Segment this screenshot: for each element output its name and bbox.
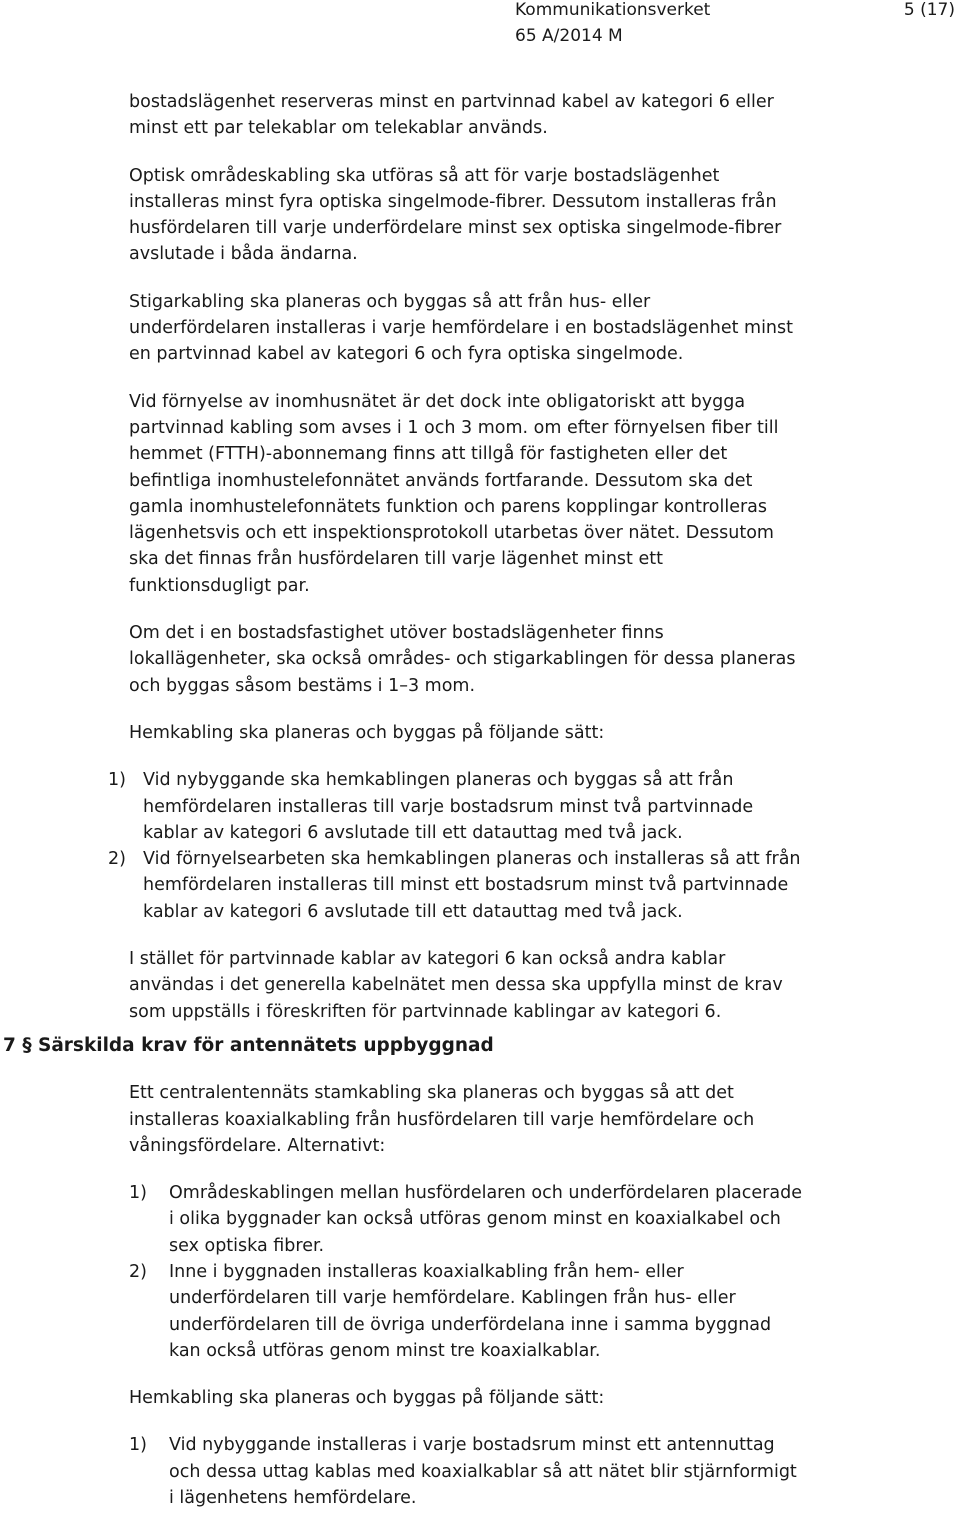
- section-heading: 7 § Särskilda krav för antennätets uppbyggnad: [3, 1034, 494, 1056]
- text-line: i lägenhetens hemfördelare.: [169, 1488, 417, 1509]
- list-number: 1): [129, 1435, 147, 1456]
- paragraph-8: [0, 1080, 960, 1159]
- list-number: 2): [108, 849, 126, 870]
- text-line: underfördelaren till de övriga underfördelana inne i samma byggnad: [169, 1314, 772, 1335]
- text-line: Vid nybyggande installeras i varje bostadsrum minst ett antennuttag: [169, 1435, 775, 1456]
- text-line: Vid förnyelse av inomhusnätet är det dock inte obligatoriskt att bygga: [129, 391, 746, 412]
- text-line: befintliga inomhustelefonnätet används fortfarande. Dessutom ska det: [129, 470, 753, 491]
- text-line: kan också utföras genom minst tre koaxialkablar.: [169, 1340, 601, 1361]
- text-line: våningsfördelare. Alternativt:: [129, 1135, 386, 1156]
- text-line: ska det finnas från husfördelaren till varje lägenhet minst ett: [129, 549, 663, 570]
- paragraph-1: [0, 89, 960, 142]
- list-item: [0, 1432, 960, 1511]
- document-id: 65 A/2014 M: [515, 26, 623, 46]
- text-line: installeras koaxialkabling från husfördelaren till varje hemfördelare och: [129, 1109, 755, 1130]
- text-line: hemmet (FTTH)-abonnemang finns att tillgå för fastigheten eller det: [129, 444, 728, 465]
- text-line: gamla inomhustelefonnätets funktion och parens kopplingar kontrolleras: [129, 496, 768, 517]
- text-line: lägenhetsvis och ett inspektionsprotokoll utarbetas över nätet. Dessutom: [129, 523, 774, 544]
- list-item: [0, 1259, 960, 1364]
- home-cabling-list: [0, 767, 960, 925]
- text-line: avslutade i båda ändarna.: [129, 244, 358, 265]
- paragraph-4: [0, 389, 960, 599]
- list-item: [0, 767, 960, 846]
- document-body: [0, 89, 960, 1511]
- paragraph-2: [0, 163, 960, 268]
- paragraph-7: [0, 946, 960, 1025]
- page-number: 5 (17): [903, 0, 955, 20]
- page-header: [515, 0, 955, 49]
- list-number: 2): [129, 1261, 147, 1282]
- text-line: bostadslägenhet reserveras minst en partvinnad kabel av kategori 6 eller: [129, 92, 774, 112]
- text-line: kablar av kategori 6 avslutade till ett datauttag med två jack.: [143, 822, 683, 843]
- list-number: 1): [108, 770, 126, 791]
- paragraph-3: [0, 289, 960, 368]
- text-line: I stället för partvinnade kablar av kategori 6 kan också andra kablar: [129, 949, 726, 970]
- text-line: installeras minst fyra optiska singelmode-fibrer. Dessutom installeras från: [129, 191, 777, 212]
- text-line: en partvinnad kabel av kategori 6 och fyra optiska singelmode.: [129, 344, 684, 365]
- text-line: hemfördelaren installeras till minst ett bostadsrum minst två partvinnade: [143, 875, 789, 896]
- text-line: Optisk områdeskabling ska utföras så att för varje bostadslägenhet: [129, 165, 720, 186]
- text-line: och dessa uttag kablas med koaxialkablar så att nätet blir stjärnformigt: [169, 1461, 797, 1482]
- antenna-alternatives-list: [0, 1180, 960, 1364]
- text-line: Hemkabling ska planeras och byggas på följande sätt:: [129, 1388, 605, 1409]
- text-line: som uppställs i föreskriften för partvinnade kablingar av kategori 6.: [129, 1001, 722, 1022]
- paragraph-9: [0, 1385, 960, 1411]
- text-line: funktionsdugligt par.: [129, 575, 310, 596]
- text-line: underfördelaren installeras i varje hemfördelare i en bostadslägenhet minst: [129, 318, 794, 339]
- text-line: underfördelaren till varje hemfördelare. Kablingen från hus- eller: [169, 1288, 736, 1309]
- text-line: hemfördelaren installeras till varje bostadsrum minst två partvinnade: [143, 796, 754, 817]
- text-line: och byggas såsom bestäms i 1–3 mom.: [129, 675, 476, 696]
- header-row: [515, 0, 955, 23]
- list-number: 1): [129, 1183, 147, 1204]
- text-line: användas i det generella kabelnätet men dessa ska uppfylla minst de krav: [129, 975, 783, 996]
- text-line: i olika byggnader kan också utföras genom minst en koaxialkabel och: [169, 1209, 781, 1230]
- text-line: Områdeskablingen mellan husfördelaren och underfördelaren placerade: [169, 1183, 802, 1204]
- text-line: Ett centralentennäts stamkabling ska planeras och byggas så att det: [129, 1083, 734, 1104]
- text-line: Inne i byggnaden installeras koaxialkabling från hem- eller: [169, 1261, 684, 1282]
- list-item: [0, 846, 960, 925]
- text-line: Vid nybyggande ska hemkablingen planeras och byggas så att från: [143, 770, 734, 791]
- list-item: [0, 1180, 960, 1259]
- text-line: Vid förnyelsearbeten ska hemkablingen planeras och installeras så att från: [143, 849, 801, 870]
- text-line: partvinnad kabling som avses i 1 och 3 mom. om efter förnyelsen fiber till: [129, 417, 779, 438]
- text-line: kablar av kategori 6 avslutade till ett datauttag med två jack.: [143, 901, 683, 922]
- text-line: Hemkabling ska planeras och byggas på följande sätt:: [129, 722, 605, 743]
- text-line: minst ett par telekablar om telekablar används.: [129, 118, 548, 139]
- antenna-home-cabling-list: [0, 1432, 960, 1511]
- text-line: Om det i en bostadsfastighet utöver bostadslägenheter finns: [129, 623, 664, 644]
- text-line: husfördelaren till varje underfördelare minst sex optiska singelmode-fibrer: [129, 218, 782, 239]
- text-line: lokallägenheter, ska också områdes- och stigarkablingen för dessa planeras: [129, 649, 796, 670]
- text-line: sex optiska fibrer.: [169, 1235, 325, 1256]
- paragraph-5: [0, 620, 960, 699]
- agency-name: Kommunikationsverket: [515, 0, 711, 20]
- paragraph-6: [0, 720, 960, 746]
- text-line: Stigarkabling ska planeras och byggas så att från hus- eller: [129, 291, 651, 312]
